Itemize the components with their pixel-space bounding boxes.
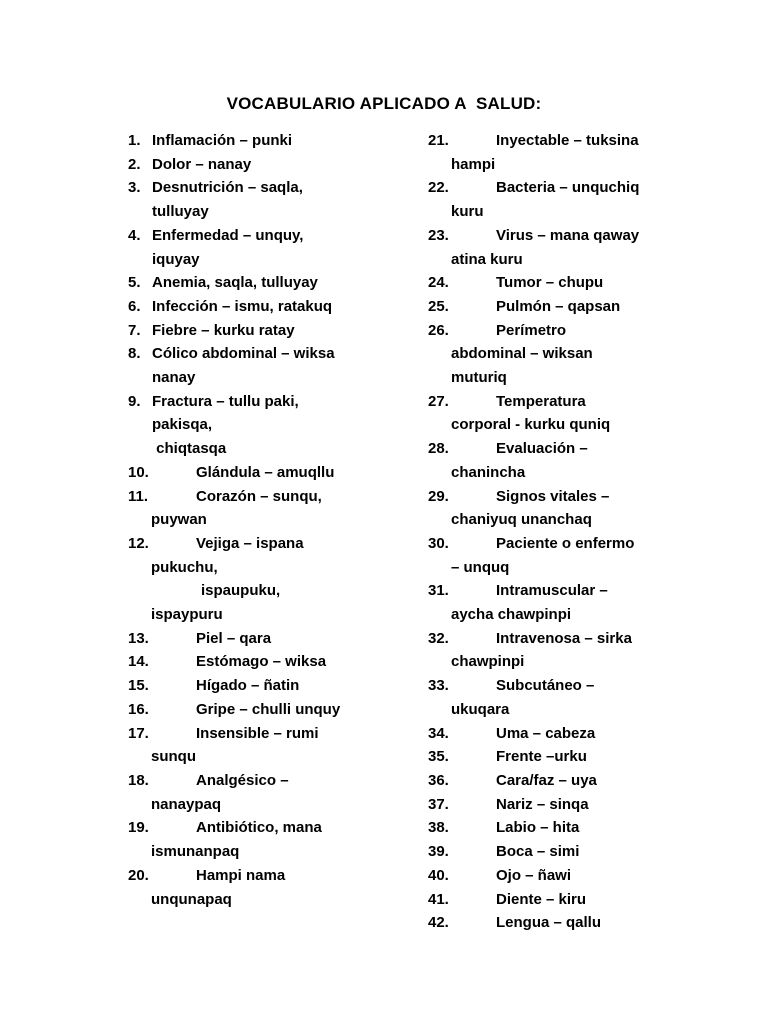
item-text: Corazón – sunqu, [196,487,322,505]
item-number: 5. [128,274,141,292]
vocabulary-list-left [128,129,390,911]
item-text: Inflamación – punki [152,132,293,149]
item-text: Desnutrición – saqla, [152,179,303,197]
item-text: Tumor – chupu [496,274,604,292]
item-number: 18. [128,771,149,789]
item-number: 17. [128,724,149,742]
item-number: 15. [128,677,149,695]
list-item [128,342,390,389]
item-text: Evaluación – [496,440,588,458]
list-item [128,722,390,769]
item-number: 7. [128,321,141,339]
item-text: Temperatura [496,392,586,410]
item-number: 36. [428,771,449,789]
list-item [428,390,678,437]
item-text: pakisqa, [152,416,213,434]
list-item [128,674,390,698]
item-text: Piel – qara [196,629,272,647]
item-text: Estómago – wiksa [196,653,327,671]
item-number: 4. [128,226,141,244]
item-text: Labio – hita [496,819,580,837]
list-item [428,840,678,864]
item-text: Nariz – sinqa [496,795,589,813]
item-text-continued: ukuqara [451,700,510,718]
item-number: 38. [428,819,449,837]
item-text: Paciente o enfermo [496,534,635,552]
item-text: Infección – ismu, ratakuq [152,297,333,315]
item-number: 24. [428,274,449,292]
item-text: Enfermedad – unquy, [152,226,304,244]
item-number: 27. [428,392,449,410]
item-number: 6. [128,297,141,315]
item-number: 29. [428,487,449,505]
item-text: Bacteria – unquchiq [496,179,640,197]
item-text: Vejiga – ispana [196,534,304,552]
list-item [428,485,678,532]
item-number: 3. [128,179,141,197]
item-text: Insensible – rumi [196,724,319,742]
item-text: Ojo – ñawi [496,866,572,884]
list-item [428,319,678,390]
item-number: 12. [128,534,149,552]
item-text: Intravenosa – sirka [496,629,632,647]
item-number: 14. [128,653,149,671]
item-text-continued: chanincha [451,463,526,481]
list-item [128,461,390,485]
item-number: 23. [428,226,449,244]
item-number: 16. [128,700,149,718]
list-item [128,390,390,461]
list-item [128,129,390,153]
item-text-continued: corporal - kurku quniq [451,416,611,434]
page-title: VOCABULARIO APLICADO A SALUD: [226,94,542,113]
item-text-continued: nanaypaq [151,795,222,813]
item-number: 9. [128,392,141,410]
item-number: 42. [428,914,449,932]
list-item [128,650,390,674]
list-item [428,674,678,721]
item-text: tulluyay [152,203,209,221]
list-item [428,437,678,484]
item-text: Lengua – qallu [496,914,602,932]
list-item [128,816,390,863]
item-text: iquyay [152,250,200,268]
item-text-continued: abdominal – wiksan [451,345,593,363]
item-number: 28. [428,440,449,458]
list-item [428,745,678,769]
item-text: Fractura – tullu paki, [152,392,299,410]
item-text-continued: atina kuru [451,250,523,268]
item-number: 41. [428,890,449,908]
item-text: nanay [152,369,196,387]
item-number: 35. [428,748,449,766]
list-item [128,698,390,722]
list-item [428,295,678,319]
item-number: 10. [128,463,149,481]
item-text: Analgésico – [196,771,289,789]
item-text: Inyectable – tuksina [496,132,639,149]
list-item [128,532,390,627]
list-item [428,864,678,888]
item-number: 13. [128,629,149,647]
item-text: Antibiótico, mana [196,819,322,837]
item-text: Uma – cabeza [496,724,596,742]
list-item [128,769,390,816]
item-text-continued: – unquq [451,558,510,576]
item-number: 1. [128,132,141,149]
list-item [128,295,390,319]
list-item [128,485,390,532]
item-text: Pulmón – qapsan [496,297,621,315]
list-item [428,627,678,674]
item-text: Cólico abdominal – wiksa [152,345,335,363]
item-text-continued: aycha chawpinpi [451,606,572,624]
list-item [428,769,678,793]
item-text-continued: chaniyuq unanchaq [451,511,592,529]
item-number: 11. [128,487,149,505]
item-number: 30. [428,534,449,552]
item-text: Cara/faz – uya [496,771,597,789]
item-text-continued: sunqu [151,748,196,766]
item-text-continued: unqunapaq [151,890,232,908]
item-number: 39. [428,843,449,861]
item-text-continued: ismunanpaq [151,843,240,861]
item-number: 25. [428,297,449,315]
item-text-continued: puywan [151,511,207,529]
list-item [428,224,678,271]
list-item [128,224,390,271]
list-item [128,271,390,295]
item-number: 22. [428,179,449,197]
item-text: Hígado – ñatin [196,677,300,695]
item-text: Diente – kiru [496,890,587,908]
item-text: Boca – simi [496,843,580,861]
item-number: 37. [428,795,449,813]
item-text-continued: ispaupuku, [151,582,281,600]
item-text-continued: kuru [451,203,484,221]
list-item [428,816,678,840]
item-text: Hampi nama [196,866,286,884]
item-number: 33. [428,677,449,695]
item-text: Intramuscular – [496,582,608,600]
item-number: 40. [428,866,449,884]
item-number: 26. [428,321,449,339]
item-number: 32. [428,629,449,647]
list-item [128,627,390,651]
item-text: Signos vitales – [496,487,610,505]
item-text: Anemia, saqla, tulluyay [152,274,318,292]
item-number: 19. [128,819,149,837]
list-item [428,532,678,579]
item-text-continued: muturiq [451,369,507,387]
list-item [428,579,678,626]
list-item [428,129,678,176]
item-number: 34. [428,724,449,742]
item-text-continued: chawpinpi [451,653,525,671]
list-item [428,911,678,935]
item-number: 21. [428,132,449,149]
item-number: 2. [128,155,141,173]
item-text: Fiebre – kurku ratay [152,321,295,339]
item-number: 20. [128,866,149,884]
list-item [428,793,678,817]
item-text-continued: ispaypuru [151,606,223,624]
item-text-continued: hampi [451,155,496,173]
list-item [128,319,390,343]
list-item [128,176,390,223]
item-text: Frente –urku [496,748,587,766]
list-item [428,176,678,223]
item-number: 8. [128,345,141,363]
vocabulary-list-right [428,129,678,935]
list-item [428,888,678,912]
item-text: Gripe – chulli unquy [196,700,341,718]
item-text-continued: pukuchu, [151,558,218,576]
item-text: Subcutáneo – [496,677,595,695]
item-text: Virus – mana qaway [496,226,640,244]
list-item [128,864,390,911]
item-text: Dolor – nanay [152,155,252,173]
list-item [428,271,678,295]
item-text: Glándula – amuqllu [196,463,335,481]
item-number: 31. [428,582,449,600]
list-item [128,153,390,177]
item-text: Perímetro [496,321,567,339]
item-text: chiqtasqa [152,440,227,458]
list-item [428,722,678,746]
